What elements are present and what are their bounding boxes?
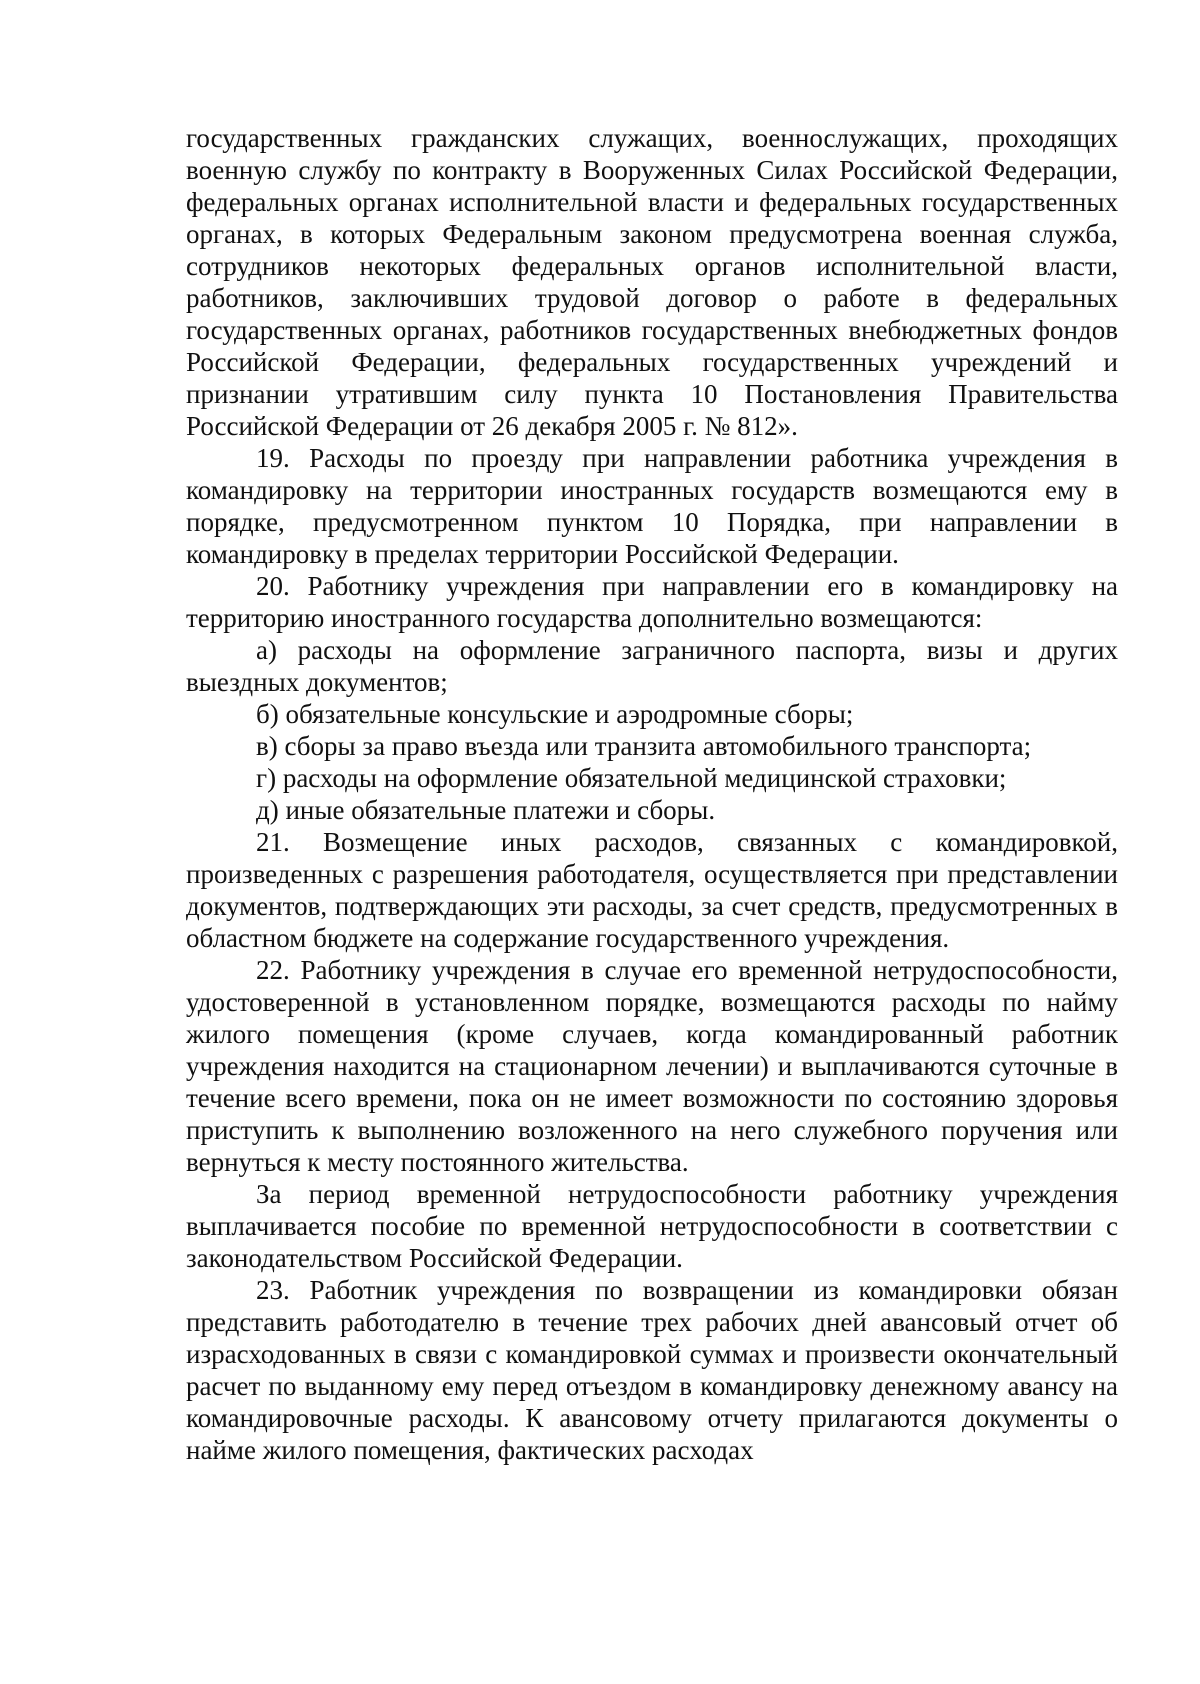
paragraph-20: 20. Работнику учреждения при направлении его в командировку на территорию иностранного государства дополнительно возмещаются:: [186, 571, 1118, 633]
list-item-b: б) обязательные консульские и аэродромные сборы;: [256, 699, 854, 729]
list-item-a: а) расходы на оформление заграничного паспорта, визы и других выездных документов;: [186, 635, 1118, 697]
document-page: [186, 122, 1118, 1466]
list-item-v: в) сборы за право въезда или транзита автомобильного транспорта;: [256, 731, 1032, 761]
paragraph-21: 21. Возмещение иных расходов, связанных с командировкой, произведенных с разрешения работодателя, осуществляется при представлении документов, подтверждающих эти расходы, за счет средств, предусмотренных в областном бюджете на содержание государственного учреждения.: [186, 827, 1118, 953]
paragraph-22-sickness-benefit: За период временной нетрудоспособности работнику учреждения выплачивается пособие по временной нетрудоспособности в соответствии с законодательством Российской Федерации.: [186, 1179, 1118, 1273]
paragraph-23: 23. Работник учреждения по возвращении из командировки обязан представить работодателю в течение трех рабочих дней авансовый отчет об израсходованных в связи с командировкой суммах и произвести окончательный расчет по выданному ему перед отъездом в командировку денежному авансу на командировочные расходы. К авансовому отчету прилагаются документы о найме жилого помещения, фактических расходах: [186, 1275, 1118, 1465]
paragraph-19: 19. Расходы по проезду при направлении работника учреждения в командировку на территории иностранных государств возмещаются ему в порядке, предусмотренном пунктом 10 Порядка, при направлении в командировку в пределах территории Российской Федерации.: [186, 443, 1118, 569]
list-item-g: г) расходы на оформление обязательной медицинской страховки;: [256, 763, 1007, 793]
paragraph-continuation: государственных гражданских служащих, военнослужащих, проходящих военную службу по контракту в Вооруженных Силах Российской Федерации, федеральных органах исполнительной власти и федеральных государственных органах, в которых Федеральным законом предусмотрена военная служба, сотрудников некоторых федеральных органов исполнительной власти, работников, заключивших трудовой договор о работе в федеральных государственных органах, работников государственных внебюджетных фондов Российской Федерации, федеральных государственных учреждений и признании утратившим силу пункта 10 Постановления Правительства Российской Федерации от 26 декабря 2005 г. № 812».: [186, 123, 1118, 441]
paragraph-22: 22. Работнику учреждения в случае его временной нетрудоспособности, удостоверенной в установленном порядке, возмещаются расходы по найму жилого помещения (кроме случаев, когда командированный работник учреждения находится на стационарном лечении) и выплачиваются суточные в течение всего времени, пока он не имеет возможности по состоянию здоровья приступить к выполнению возложенного на него служебного поручения или вернуться к месту постоянного жительства.: [186, 955, 1118, 1177]
list-item-d: д) иные обязательные платежи и сборы.: [256, 795, 716, 825]
